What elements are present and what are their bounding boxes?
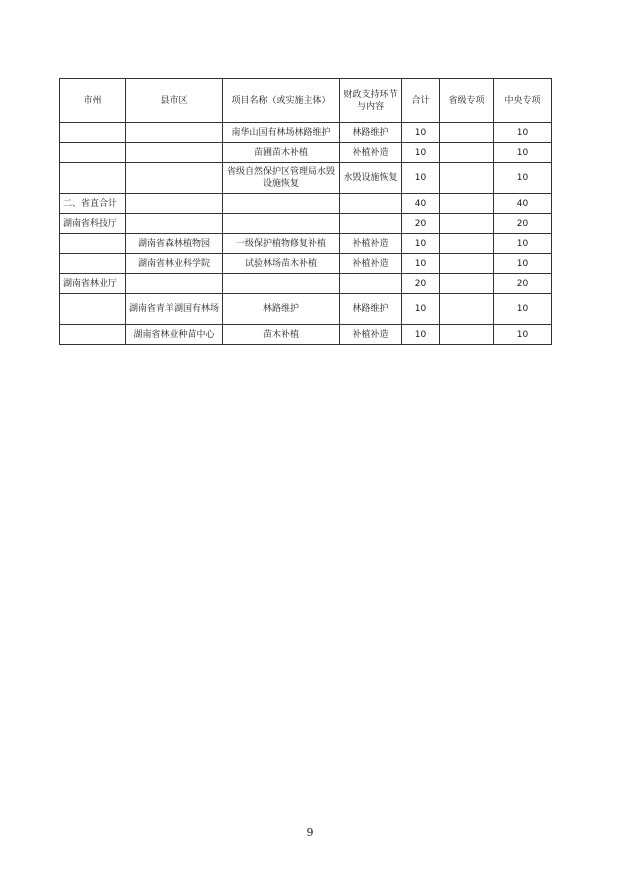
cell-central: 10 — [494, 294, 552, 325]
cell-support: 补植补造 — [340, 254, 402, 274]
cell-central: 10 — [494, 254, 552, 274]
cell-provincial — [440, 194, 494, 214]
table-row — [60, 123, 552, 143]
cell-provincial — [440, 274, 494, 294]
table-row — [60, 294, 552, 325]
table-row — [60, 234, 552, 254]
cell-total: 10 — [402, 123, 440, 143]
cell-provincial — [440, 234, 494, 254]
cell-total: 10 — [402, 294, 440, 325]
cell-project: 试验林场苗木补植 — [223, 254, 340, 274]
cell-project — [223, 194, 340, 214]
cell-county — [126, 194, 223, 214]
cell-central: 10 — [494, 234, 552, 254]
cell-county — [126, 163, 223, 194]
cell-support — [340, 194, 402, 214]
cell-city — [60, 123, 126, 143]
cell-city — [60, 325, 126, 345]
cell-total: 20 — [402, 274, 440, 294]
cell-city — [60, 234, 126, 254]
cell-central: 20 — [494, 274, 552, 294]
cell-city — [60, 163, 126, 194]
header-county: 县市区 — [126, 79, 223, 123]
cell-project: 苗木补植 — [223, 325, 340, 345]
cell-central: 20 — [494, 214, 552, 234]
header-total: 合计 — [402, 79, 440, 123]
cell-provincial — [440, 325, 494, 345]
cell-total: 10 — [402, 143, 440, 163]
cell-project — [223, 274, 340, 294]
cell-city — [60, 254, 126, 274]
cell-county: 湖南省林业科学院 — [126, 254, 223, 274]
cell-central: 10 — [494, 123, 552, 143]
header-provincial: 省级专项 — [440, 79, 494, 123]
cell-county — [126, 123, 223, 143]
table-header-row — [60, 79, 552, 123]
cell-project: 苗圃苗木补植 — [223, 143, 340, 163]
table-row — [60, 143, 552, 163]
cell-county — [126, 214, 223, 234]
cell-project: 南华山国有林场林路维护 — [223, 123, 340, 143]
table-row — [60, 325, 552, 345]
cell-central: 10 — [494, 325, 552, 345]
header-project: 项目名称（或实施主体） — [223, 79, 340, 123]
cell-provincial — [440, 123, 494, 143]
cell-provincial — [440, 294, 494, 325]
cell-city: 湖南省林业厅 — [60, 274, 126, 294]
cell-provincial — [440, 254, 494, 274]
table-row — [60, 254, 552, 274]
cell-total: 10 — [402, 254, 440, 274]
cell-city: 湖南省科技厅 — [60, 214, 126, 234]
table-row — [60, 163, 552, 194]
cell-project: 省级自然保护区管理局水毁设施恢复 — [223, 163, 340, 194]
cell-support — [340, 274, 402, 294]
header-city: 市州 — [60, 79, 126, 123]
cell-support: 补植补造 — [340, 325, 402, 345]
cell-project: 一级保护植物修复补植 — [223, 234, 340, 254]
table-row — [60, 274, 552, 294]
cell-total: 10 — [402, 234, 440, 254]
cell-county — [126, 274, 223, 294]
cell-central: 10 — [494, 143, 552, 163]
cell-city — [60, 143, 126, 163]
cell-support: 补植补造 — [340, 234, 402, 254]
cell-provincial — [440, 214, 494, 234]
cell-support: 水毁设施恢复 — [340, 163, 402, 194]
table-row — [60, 194, 552, 214]
cell-support — [340, 214, 402, 234]
cell-project — [223, 214, 340, 234]
cell-county: 湖南省森林植物园 — [126, 234, 223, 254]
cell-provincial — [440, 143, 494, 163]
header-central: 中央专项 — [494, 79, 552, 123]
cell-total: 20 — [402, 214, 440, 234]
cell-support: 林路维护 — [340, 294, 402, 325]
funding-table — [59, 78, 552, 345]
cell-project: 林路维护 — [223, 294, 340, 325]
table-row — [60, 214, 552, 234]
page-number: 9 — [306, 826, 314, 839]
cell-central: 40 — [494, 194, 552, 214]
cell-provincial — [440, 163, 494, 194]
cell-total: 40 — [402, 194, 440, 214]
cell-total: 10 — [402, 325, 440, 345]
cell-support: 补植补造 — [340, 143, 402, 163]
cell-support: 林路维护 — [340, 123, 402, 143]
cell-county — [126, 143, 223, 163]
header-support: 财政支持环节与内容 — [340, 79, 402, 123]
cell-city: 二、省直合计 — [60, 194, 126, 214]
cell-total: 10 — [402, 163, 440, 194]
cell-county: 湖南省青羊湖国有林场 — [126, 294, 223, 325]
cell-county: 湖南省林业种苗中心 — [126, 325, 223, 345]
cell-city — [60, 294, 126, 325]
cell-central: 10 — [494, 163, 552, 194]
